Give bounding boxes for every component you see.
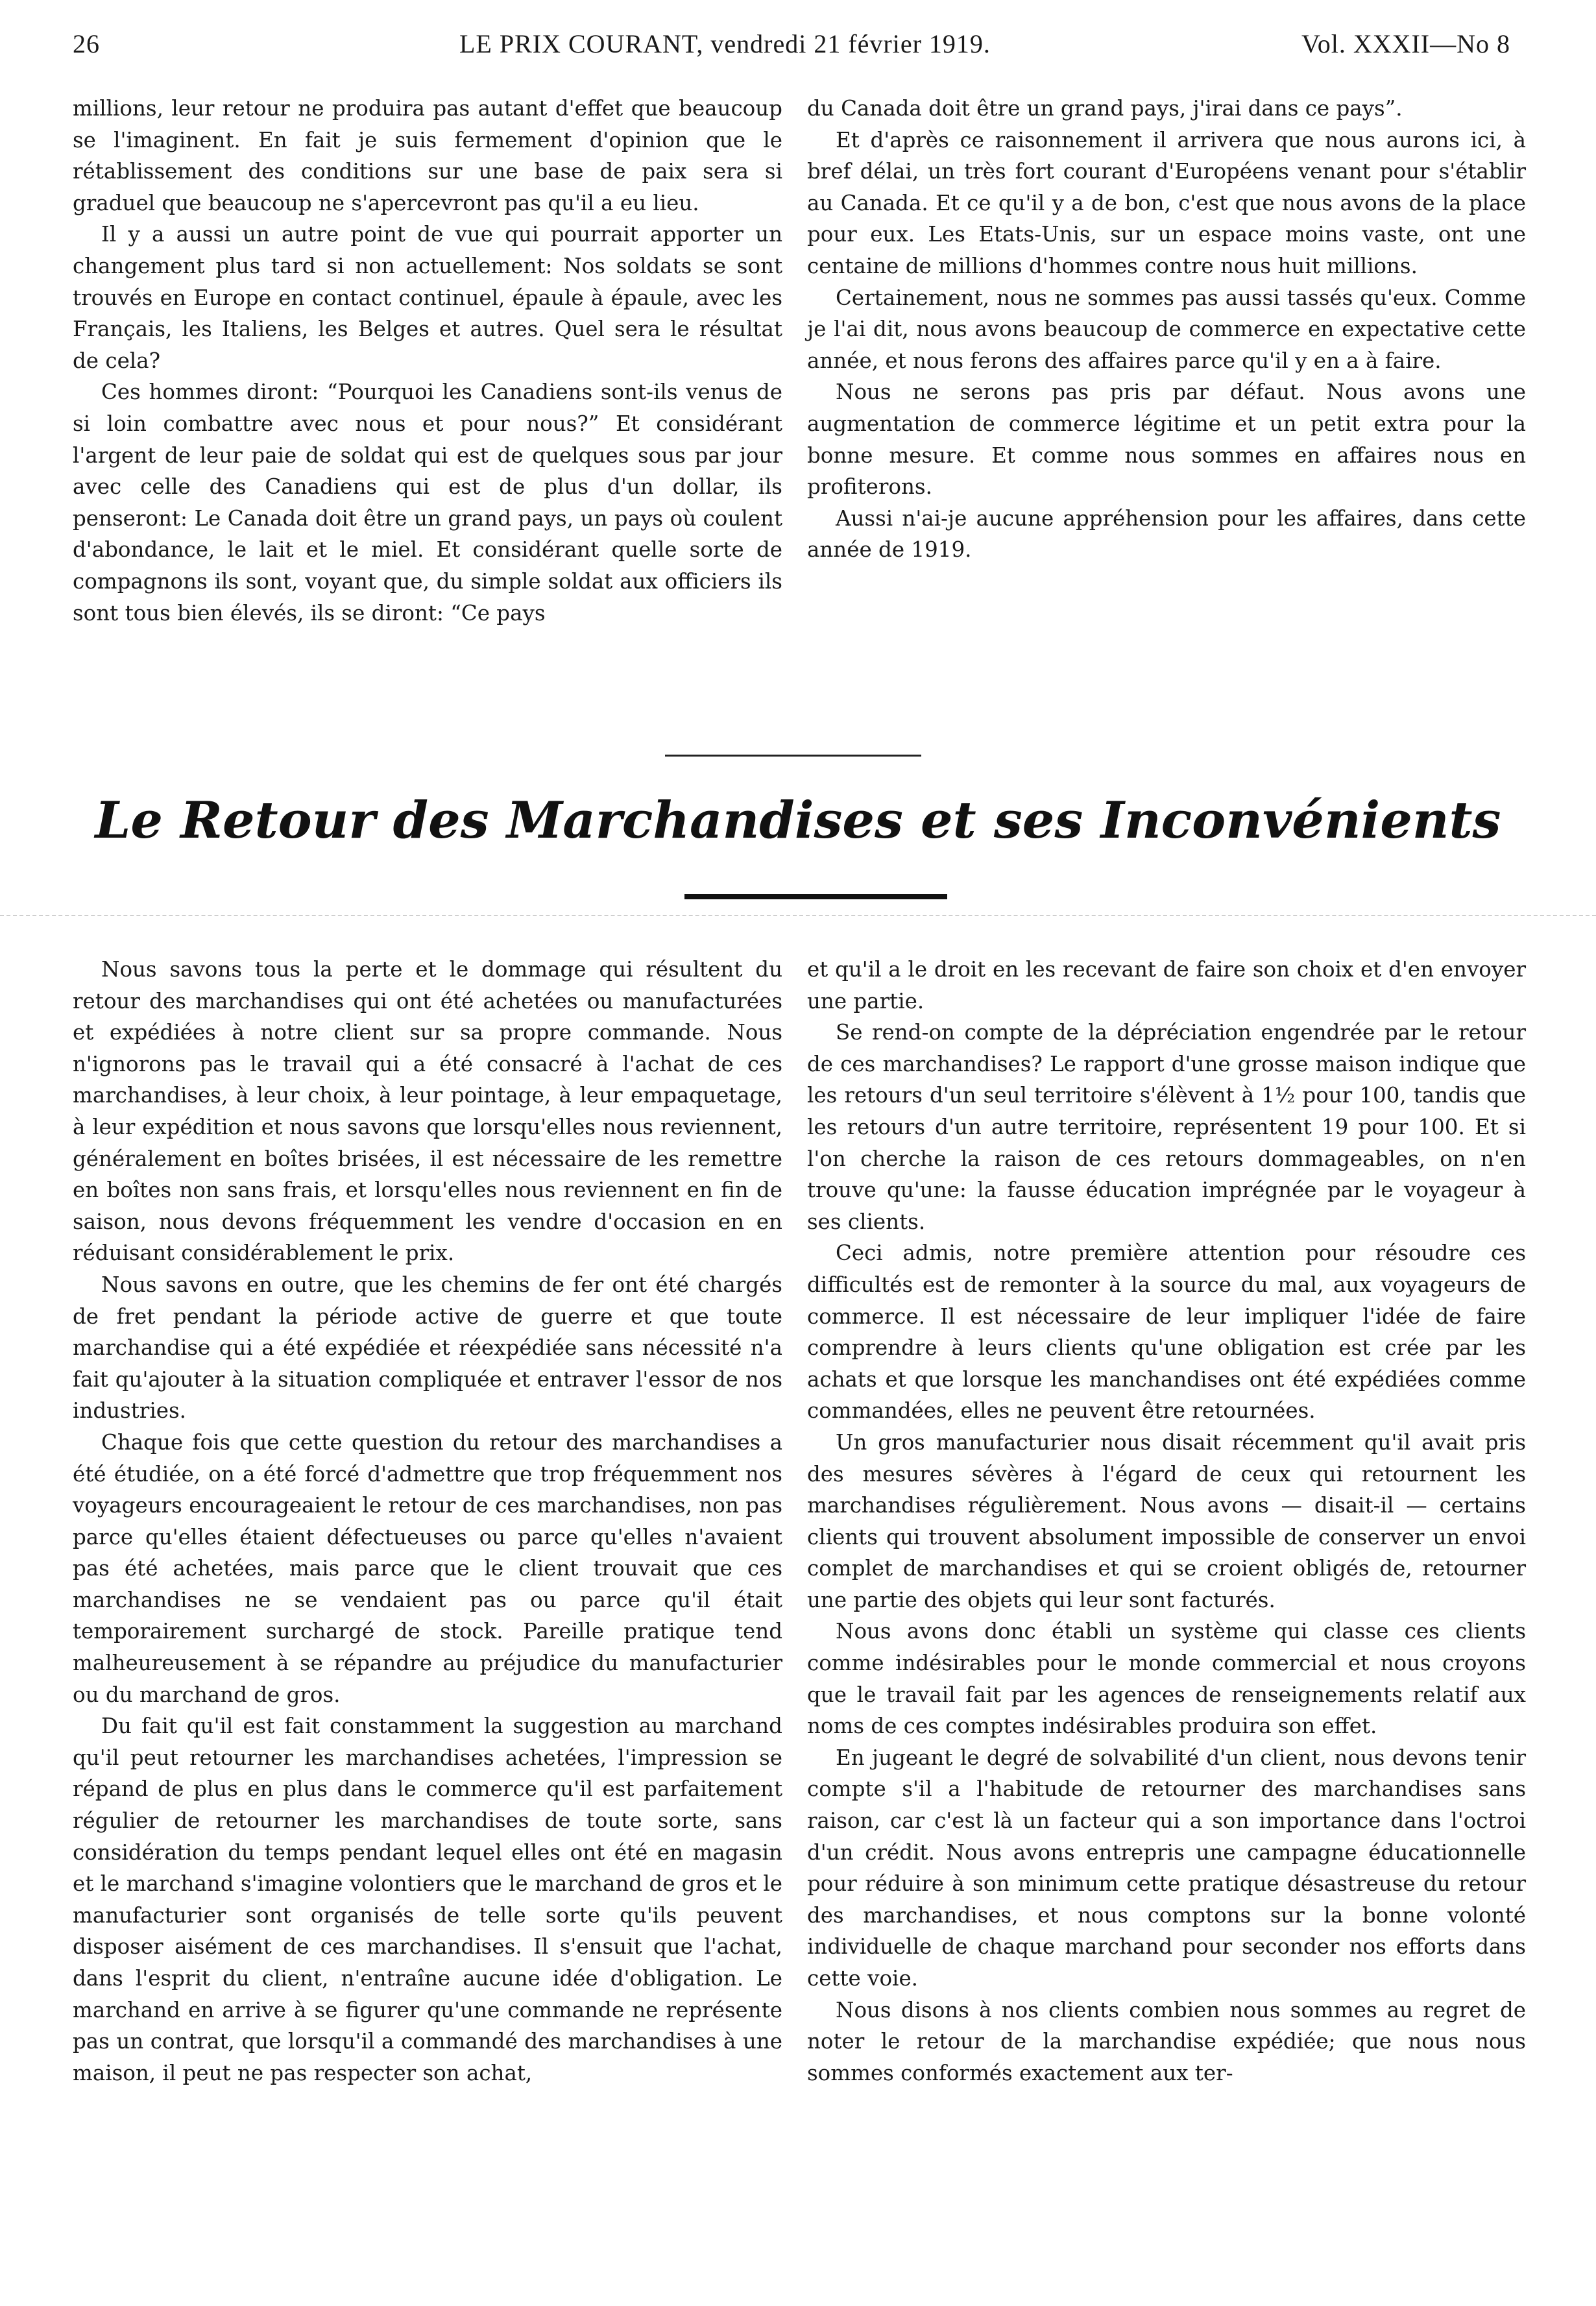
paragraph: Se rend-on compte de la dépréciation engendrée par le retour de ces marchandises? Le rapport d'une grosse maison indique que les retours d'un seul territoire s'élèvent à 1½ pour 100, tandis que les retours d'un autre territoire, représentent 19 pour 100. Et si l'on cherche la raison de ces retours dommageables, on n'en trouve qu'une: la fausse éducation imprégnée par le voyageur à ses clients. xyxy=(807,1020,1526,1234)
fold-line xyxy=(0,915,1596,916)
headline-underline xyxy=(684,894,947,899)
paragraph: En jugeant le degré de solvabilité d'un client, nous devons tenir compte s'il a l'habitude de retourner des marchandises sans raison, car c'est là un facteur qui a son importance dans l'octroi d'un crédit. Nous avons entrepris une campagne éducationnelle pour réduire à son minimum cette pratique désastreuse du retour des marchandises, et nous comptons sur la bonne volonté individuelle de chaque marchand pour seconder nos efforts dans cette voie. xyxy=(807,1745,1526,1991)
article-headline: Le Retour des Marchandises et ses Inconvénients xyxy=(95,791,1501,850)
paragraph: Chaque fois que cette question du retour des marchandises a été étudiée, on a été forcé d'admettre que trop fréquemment nos voyageurs encourageaient le retour de ces marchandises, non pas parce qu'elles étaient défectueuses ou parce qu'elles n'avaient pas été achetées, mais parce que le client trouvait que ces marchandises ne se vendaient pas ou parce qu'il était temporairement surchargé de stock. Pareille pratique tend malheureusement à se répandre au préjudice du manufacturier ou du marchand de gros. xyxy=(73,1429,782,1707)
paragraph: Ces hommes diront: “Pourquoi les Canadiens sont-ils venus de si loin combattre avec nous et pour nous?” Et considérant l'argent de leur paie de soldat qui est de quelques sous par jour avec celle des Canadiens qui est de plus d'un dollar, ils penseront: Le Canada doit être un grand pays, un pays où coulent d'abondance, le lait et le miel. Et considérant quelle sorte de compagnons ils sont, voyant que, du simple soldat aux officiers ils sont tous bien élevés, ils se diront: “Ce pays xyxy=(73,380,782,625)
top-article-left-column xyxy=(73,93,782,629)
paragraph: Il y a aussi un autre point de vue qui pourrait apporter un changement plus tard si non actuellement: Nos soldats se sont trouvés en Europe en contact continuel, épaule à épaule, avec les Français, les Italiens, les Belges et autres. Quel sera le résultat de cela? xyxy=(73,222,782,373)
main-article-right-column xyxy=(807,954,1526,2089)
top-article-right-column xyxy=(807,93,1526,566)
paragraph: Aussi n'ai-je aucune appréhension pour les affaires, dans cette année de 1919. xyxy=(807,505,1526,563)
paragraph: Certainement, nous ne sommes pas aussi tassés qu'eux. Comme je l'ai dit, nous avons beaucoup de commerce en expectative cette année, et nous ferons des affaires parce qu'il y en a à faire. xyxy=(807,285,1526,373)
paragraph: Nous savons tous la perte et le dommage qui résultent du retour des marchandises qui ont été achetées ou manufacturées et expédiées à notre client sur sa propre commande. Nous n'ignorons pas le travail qui a été consacré à l'achat de ces marchandises, à leur choix, à leur pointage, à leur empaquetage, à leur expédition et nous savons que lorsqu'elles nous reviennent, généralement en boîtes brisées, il est nécessaire de les remettre en boîtes non sans frais, et lorsqu'elles nous reviennent en fin de saison, nous devons fréquemment les vendre d'occasion en en réduisant considérablement le prix. xyxy=(73,957,782,1266)
main-article-left-column xyxy=(73,954,782,2089)
paragraph: Nous avons donc établi un système qui classe ces clients comme indésirables pour le monde commercial et nous croyons que le travail fait par les agences de renseignements relatif aux noms de ces comptes indésirables produira son effet. xyxy=(807,1619,1526,1739)
running-head xyxy=(73,29,1510,67)
paragraph: Et d'après ce raisonnement il arrivera que nous aurons ici, à bref délai, un très fort courant d'Européens venant pour s'établir au Canada. Et ce qu'il y a de bon, c'est que nous avons de la place pour eux. Les Etats-Unis, sur un espace moins vaste, ont une centaine de millions d'hommes contre nous huit millions. xyxy=(807,127,1526,278)
page-number: 26 xyxy=(73,29,100,58)
paragraph: Nous savons en outre, que les chemins de fer ont été chargés de fret pendant la période active de guerre et que toute marchandise qui a été expédiée et réexpédiée sans nécessité n'a fait qu'ajouter à la situation compliquée et entraver l'essor de nos industries. xyxy=(73,1272,782,1424)
paragraph: et qu'il a le droit en les recevant de faire son choix et d'en envoyer une partie. xyxy=(807,957,1526,1013)
paragraph: Un gros manufacturier nous disait récemment qu'il avait pris des mesures sévères à l'égard de ceux qui retournent les marchandises régulièrement. Nous avons — disait-il — certains clients qui trouvent absolument impossible de conserver un envoi complet de marchandises et qui se croient obligés de, retourner une partie des objets qui leur sont facturés. xyxy=(807,1429,1526,1612)
paragraph: du Canada doit être un grand pays, j'irai dans ce pays”. xyxy=(807,96,1403,121)
volume-number: Vol. XXXII—No 8 xyxy=(1301,29,1510,58)
paragraph: Nous ne serons pas pris par défaut. Nous avons une augmentation de commerce légitime et un petit extra pour la bonne mesure. Et comme nous sommes en affaires nous en profiterons. xyxy=(807,380,1526,500)
paragraph: Ceci admis, notre première attention pour résoudre ces difficultés est de remonter à la source du mal, aux voyageurs de commerce. Il est nécessaire de leur impliquer l'idée de faire comprendre à leurs clients qu'une obligation est crée par les achats et que lorsque les manchandises ont été expédiées comme commandées, elles ne peuvent être retournées. xyxy=(807,1241,1526,1424)
publication-title: LE PRIX COURANT, vendredi 21 février 1919. xyxy=(459,29,991,58)
paragraph: millions, leur retour ne produira pas autant d'effet que beaucoup se l'imaginent. En fait je suis fermement d'opinion que le rétablissement des conditions sur une base de paix sera si graduel que beaucoup ne s'apercevront pas qu'il a eu lieu. xyxy=(73,96,782,215)
paragraph: Nous disons à nos clients combien nous sommes au regret de noter le retour de la marchandise expédiée; que nous nous sommes conformés exactement aux ter- xyxy=(807,1997,1526,2085)
section-divider xyxy=(665,755,921,757)
paragraph: Du fait qu'il est fait constamment la suggestion au marchand qu'il peut retourner les marchandises achetées, l'impression se répand de plus en plus dans le commerce qu'il est parfaitement régulier de retourner les marchandises de toute sorte, sans considération du temps pendant lequel elles ont été en magasin et le marchand s'imagine volontiers que le marchand de gros et le manufacturier sont organisés de telle sorte qu'ils peuvent disposer aisément de ces marchandises. Il s'ensuit que l'achat, dans l'esprit du client, n'entraîne aucune idée d'obligation. Le marchand en arrive à se figurer qu'une commande ne représente pas un contrat, que lorsqu'il a commandé des marchandises à une maison, il peut ne pas respecter son achat, xyxy=(73,1714,782,2085)
